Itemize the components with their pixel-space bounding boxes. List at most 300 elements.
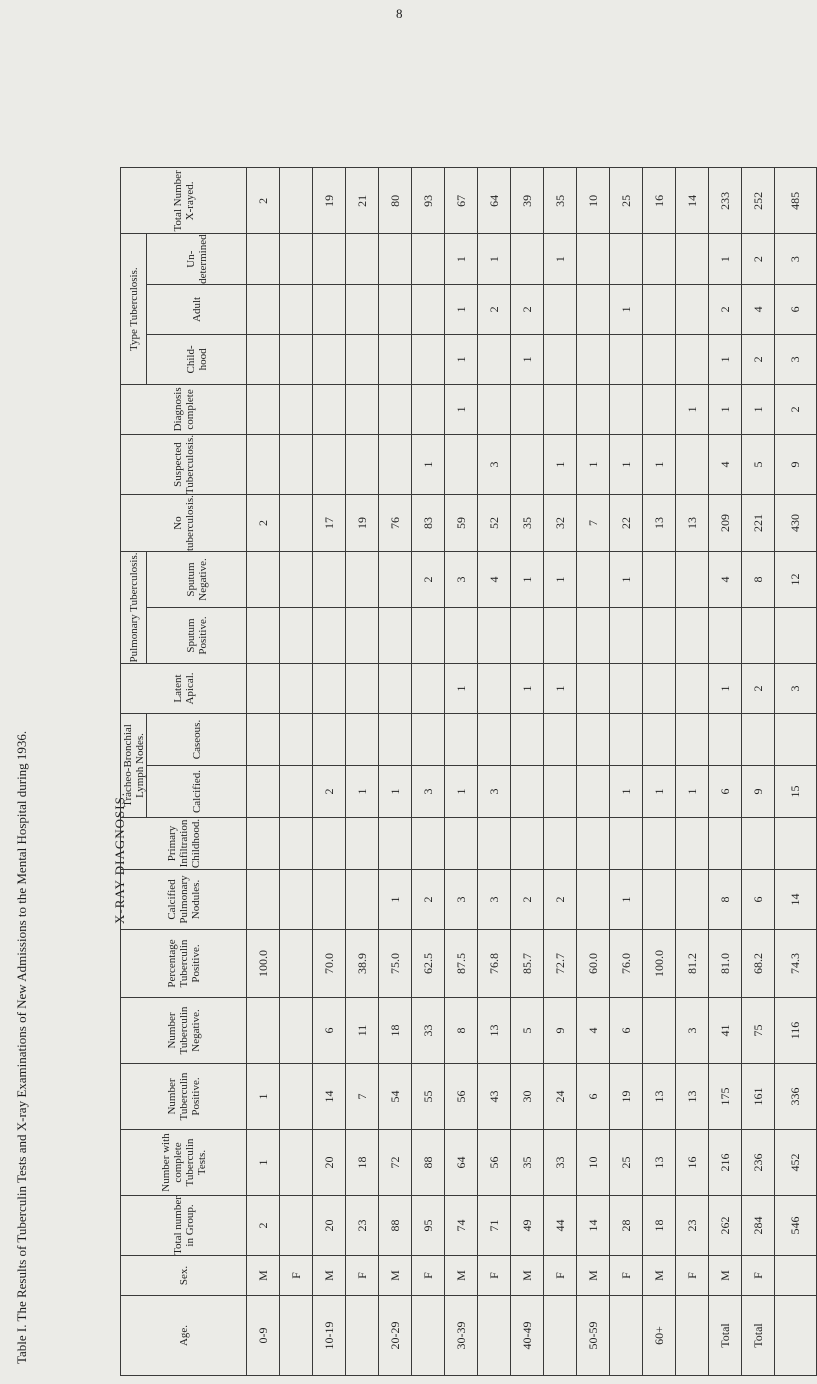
col-percentage: Percentage Tuberculin Positive. [121,930,247,998]
cell-calc: 6 [709,766,742,818]
cell-pct: 74.3 [775,930,817,998]
cell-sneg [346,552,379,608]
cell-child [412,334,445,384]
cell-und [346,234,379,284]
cell-tested: 452 [775,1130,817,1196]
cell-spos [247,608,280,664]
col-adult: Adult [147,284,247,334]
cell-child [643,334,676,384]
cell-child [478,334,511,384]
cell-pct [280,930,313,998]
cell-tested [280,1130,313,1196]
cell-und [676,234,709,284]
cell-lat: 2 [742,664,775,714]
cell-und [412,234,445,284]
cell-nod: 14 [775,870,817,930]
cell-age: 40-49 [511,1296,544,1376]
cell-susp [379,434,412,494]
cell-pct: 70.0 [313,930,346,998]
table-row [379,168,412,1376]
cell-calc: 1 [445,766,478,818]
cell-notb: 19 [346,495,379,552]
cell-diag [478,384,511,434]
cell-sneg: 4 [709,552,742,608]
cell-child [280,334,313,384]
cell-lat [478,664,511,714]
cell-pos: 14 [313,1064,346,1130]
cell-adult: 2 [709,284,742,334]
table-row [676,168,709,1376]
cell-tested: 10 [577,1130,610,1196]
cell-susp [511,434,544,494]
cell-susp: 1 [610,434,643,494]
cell-total: 28 [610,1196,643,1256]
cell-notb: 35 [511,495,544,552]
cell-neg: 116 [775,998,817,1064]
cell-sneg [280,552,313,608]
cell-xray: 252 [742,168,775,234]
cell-spos [412,608,445,664]
cell-pct: 38.9 [346,930,379,998]
cell-pos: 13 [643,1064,676,1130]
cell-pct: 60.0 [577,930,610,998]
cell-pos: 1 [247,1064,280,1130]
cell-sneg: 12 [775,552,817,608]
cell-sex: M [445,1256,478,1296]
col-sex: Sex. [121,1256,247,1296]
cell-cas [676,714,709,766]
cell-sneg: 2 [412,552,445,608]
col-caseous: Caseous. [147,714,247,766]
cell-sneg: 4 [478,552,511,608]
cell-xray: 2 [247,168,280,234]
table-row [610,168,643,1376]
cell-total: 95 [412,1196,445,1256]
cell-xray: 67 [445,168,478,234]
cell-tested: 18 [346,1130,379,1196]
cell-total: 262 [709,1196,742,1256]
cell-und: 1 [445,234,478,284]
cell-notb: 59 [445,495,478,552]
cell-calc [247,766,280,818]
cell-tested: 72 [379,1130,412,1196]
cell-total: 88 [379,1196,412,1256]
cell-tested: 33 [544,1130,577,1196]
cell-diag [544,384,577,434]
col-sputum-negative: Sputum Negative. [147,552,247,608]
cell-spos [610,608,643,664]
cell-sex: F [544,1256,577,1296]
cell-pos: 7 [346,1064,379,1130]
cell-prim [445,818,478,870]
cell-neg: 41 [709,998,742,1064]
cell-nod: 6 [742,870,775,930]
cell-pos: 54 [379,1064,412,1130]
cell-adult [247,284,280,334]
col-sputum-positive: Sputum Positive. [147,608,247,664]
cell-sex: F [676,1256,709,1296]
cell-total: 23 [676,1196,709,1256]
cell-total: 74 [445,1196,478,1256]
cell-nod [643,870,676,930]
cell-sex: M [511,1256,544,1296]
cell-total: 20 [313,1196,346,1256]
cell-adult [313,284,346,334]
cell-cas [313,714,346,766]
cell-calc: 9 [742,766,775,818]
cell-prim [412,818,445,870]
cell-prim [478,818,511,870]
cell-tested: 236 [742,1130,775,1196]
cell-pos: 19 [610,1064,643,1130]
cell-diag [280,384,313,434]
cell-lat [247,664,280,714]
cell-pct: 100.0 [643,930,676,998]
cell-sex: M [643,1256,676,1296]
cell-neg: 18 [379,998,412,1064]
cell-pct: 81.2 [676,930,709,998]
table-row [478,168,511,1376]
cell-sneg [247,552,280,608]
cell-age: 10-19 [313,1296,346,1376]
cell-diag [247,384,280,434]
cell-und: 1 [544,234,577,284]
cell-calc: 1 [379,766,412,818]
cell-und [313,234,346,284]
cell-neg [247,998,280,1064]
cell-xray: 25 [610,168,643,234]
table-row [709,168,742,1376]
cell-diag: 1 [742,384,775,434]
cell-calc: 15 [775,766,817,818]
cell-child [610,334,643,384]
cell-cas [247,714,280,766]
cell-sex: M [379,1256,412,1296]
cell-child [577,334,610,384]
cell-xray: 39 [511,168,544,234]
cell-xray: 16 [643,168,676,234]
cell-adult [280,284,313,334]
table-title: Table I. The Results of Tuberculin Tests and X-ray Examinations of New Admissions to the Mental Hospital during 1936. [14,730,29,1364]
group-type-tuberculosis: Type Tuberculosis. [121,234,147,384]
cell-sneg [379,552,412,608]
col-childhood: Child-hood [147,334,247,384]
cell-adult [346,284,379,334]
cell-notb: 32 [544,495,577,552]
cell-pct: 85.7 [511,930,544,998]
table-row [313,168,346,1376]
cell-total: 18 [643,1196,676,1256]
cell-neg: 5 [511,998,544,1064]
cell-und: 3 [775,234,817,284]
cell-nod: 3 [478,870,511,930]
cell-nod: 1 [379,870,412,930]
table-row [247,168,280,1376]
cell-nod [280,870,313,930]
cell-sneg: 8 [742,552,775,608]
cell-spos [346,608,379,664]
cell-age: 0-9 [247,1296,280,1376]
cell-sex: M [709,1256,742,1296]
cell-spos [280,608,313,664]
cell-lat: 1 [709,664,742,714]
cell-pos: 6 [577,1064,610,1130]
cell-prim [511,818,544,870]
cell-calc: 1 [346,766,379,818]
cell-diag [643,384,676,434]
cell-susp: 5 [742,434,775,494]
cell-total: 49 [511,1196,544,1256]
cell-sneg: 1 [544,552,577,608]
cell-pos: 175 [709,1064,742,1130]
cell-adult: 1 [445,284,478,334]
cell-und [379,234,412,284]
cell-age [544,1296,577,1376]
cell-pct: 100.0 [247,930,280,998]
cell-und [280,234,313,284]
cell-adult: 4 [742,284,775,334]
cell-neg: 9 [544,998,577,1064]
cell-notb: 76 [379,495,412,552]
cell-prim [280,818,313,870]
cell-und: 2 [742,234,775,284]
cell-tested: 64 [445,1130,478,1196]
cell-calc: 1 [610,766,643,818]
col-undetermined: Un-determined [147,234,247,284]
cell-nod: 2 [412,870,445,930]
cell-xray: 485 [775,168,817,234]
cell-tested: 1 [247,1130,280,1196]
cell-diag: 2 [775,384,817,434]
cell-und: 1 [709,234,742,284]
cell-pct: 62.5 [412,930,445,998]
cell-sex: F [346,1256,379,1296]
cell-adult [412,284,445,334]
cell-diag: 1 [445,384,478,434]
cell-age [610,1296,643,1376]
cell-adult [643,284,676,334]
cell-und: 1 [478,234,511,284]
cell-sneg [577,552,610,608]
cell-age: 60+ [643,1296,676,1376]
cell-cas [742,714,775,766]
cell-neg: 6 [610,998,643,1064]
cell-sneg: 1 [610,552,643,608]
col-positive: Number Tuberculin Positive. [121,1064,247,1130]
cell-cas [379,714,412,766]
cell-lat [412,664,445,714]
cell-spos [544,608,577,664]
cell-sex: F [280,1256,313,1296]
cell-xray: 233 [709,168,742,234]
cell-sneg [643,552,676,608]
cell-prim [676,818,709,870]
cell-pos: 336 [775,1064,817,1130]
cell-notb [280,495,313,552]
cell-sneg [313,552,346,608]
cell-total: 284 [742,1196,775,1256]
col-suspected: Suspected Tuberculosis. [121,434,247,494]
table-row [445,168,478,1376]
cell-spos [577,608,610,664]
cell-nod: 2 [511,870,544,930]
cell-adult: 6 [775,284,817,334]
cell-notb: 209 [709,495,742,552]
cell-prim [577,818,610,870]
cell-age [676,1296,709,1376]
cell-child [346,334,379,384]
cell-notb: 17 [313,495,346,552]
cell-und [577,234,610,284]
cell-pct: 76.0 [610,930,643,998]
cell-susp: 4 [709,434,742,494]
cell-neg: 4 [577,998,610,1064]
cell-cas [511,714,544,766]
table-row [280,168,313,1376]
cell-age: 20-29 [379,1296,412,1376]
cell-pct: 72.7 [544,930,577,998]
cell-xray: 19 [313,168,346,234]
cell-xray: 14 [676,168,709,234]
col-diagnosis-complete: Diagnosis complete [121,384,247,434]
cell-neg: 8 [445,998,478,1064]
col-calcified-nodules: Calcified Pulmonary Nodules. [121,870,247,930]
cell-child [544,334,577,384]
cell-susp: 1 [577,434,610,494]
cell-susp [247,434,280,494]
cell-pos: 24 [544,1064,577,1130]
cell-diag [379,384,412,434]
cell-child: 3 [775,334,817,384]
cell-neg [643,998,676,1064]
cell-spos [478,608,511,664]
cell-cas [478,714,511,766]
cell-adult [379,284,412,334]
table-row [775,168,817,1376]
cell-xray: 21 [346,168,379,234]
cell-susp [346,434,379,494]
table-row [511,168,544,1376]
cell-sex: M [577,1256,610,1296]
cell-prim [742,818,775,870]
cell-spos [643,608,676,664]
cell-pct: 87.5 [445,930,478,998]
cell-neg: 75 [742,998,775,1064]
col-age: Age. [121,1296,247,1376]
cell-adult [577,284,610,334]
cell-xray: 93 [412,168,445,234]
cell-sex: F [412,1256,445,1296]
cell-und [643,234,676,284]
cell-tested: 25 [610,1130,643,1196]
cell-notb: 22 [610,495,643,552]
cell-spos [709,608,742,664]
cell-child [247,334,280,384]
cell-tested: 16 [676,1130,709,1196]
cell-total: 44 [544,1196,577,1256]
cell-nod [247,870,280,930]
cell-age: 30-39 [445,1296,478,1376]
cell-diag: 1 [709,384,742,434]
cell-xray: 80 [379,168,412,234]
cell-diag [313,384,346,434]
results-table [120,167,817,1376]
cell-nod [676,870,709,930]
cell-lat [346,664,379,714]
cell-nod [313,870,346,930]
cell-child: 1 [445,334,478,384]
cell-und [610,234,643,284]
cell-pct: 76.8 [478,930,511,998]
cell-child [313,334,346,384]
cell-pct: 75.0 [379,930,412,998]
cell-notb: 13 [643,495,676,552]
cell-spos [379,608,412,664]
cell-total [280,1196,313,1256]
cell-age [478,1296,511,1376]
cell-prim [247,818,280,870]
table-row [643,168,676,1376]
cell-pct: 81.0 [709,930,742,998]
col-complete-tests: Number with complete Tuberculin Tests. [121,1130,247,1196]
cell-cas [709,714,742,766]
cell-nod: 1 [610,870,643,930]
cell-calc [544,766,577,818]
cell-age: Total [742,1296,775,1376]
cell-total: 14 [577,1196,610,1256]
cell-tested: 56 [478,1130,511,1196]
cell-cas [643,714,676,766]
cell-age [775,1296,817,1376]
cell-calc [280,766,313,818]
cell-susp: 1 [412,434,445,494]
cell-nod [346,870,379,930]
cell-notb: 13 [676,495,709,552]
cell-prim [544,818,577,870]
cell-diag [412,384,445,434]
cell-susp [280,434,313,494]
cell-prim [346,818,379,870]
cell-pos: 30 [511,1064,544,1130]
cell-nod [577,870,610,930]
cell-susp: 1 [544,434,577,494]
cell-lat [643,664,676,714]
cell-age [346,1296,379,1376]
cell-age: Total [709,1296,742,1376]
cell-diag: 1 [676,384,709,434]
cell-xray: 64 [478,168,511,234]
cell-pos: 13 [676,1064,709,1130]
cell-sex [775,1256,817,1296]
cell-tested: 216 [709,1130,742,1196]
cell-adult [676,284,709,334]
cell-cas [280,714,313,766]
cell-adult [544,284,577,334]
cell-cas [445,714,478,766]
cell-total: 23 [346,1196,379,1256]
cell-und [511,234,544,284]
cell-calc: 3 [412,766,445,818]
cell-nod: 8 [709,870,742,930]
cell-lat: 3 [775,664,817,714]
cell-notb: 52 [478,495,511,552]
table-row [742,168,775,1376]
cell-neg: 13 [478,998,511,1064]
cell-adult: 1 [610,284,643,334]
cell-age [280,1296,313,1376]
cell-sex: F [742,1256,775,1296]
cell-child [379,334,412,384]
